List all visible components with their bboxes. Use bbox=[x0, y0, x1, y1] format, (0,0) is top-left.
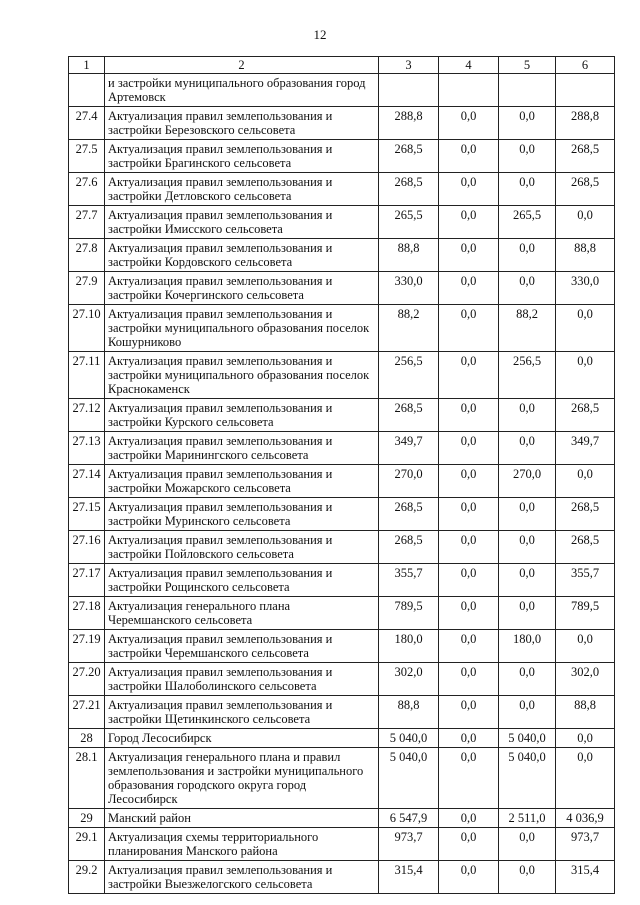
row-number: 27.18 bbox=[69, 597, 105, 630]
value-col-5: 0,0 bbox=[499, 432, 556, 465]
row-name: Актуализация правил землепользования и застройки Пойловского сельсовета bbox=[105, 531, 379, 564]
value-col-6 bbox=[556, 74, 615, 107]
column-header: 1 bbox=[69, 57, 105, 74]
value-col-4: 0,0 bbox=[439, 564, 499, 597]
row-number: 27.12 bbox=[69, 399, 105, 432]
row-name: Актуализация правил землепользования и застройки Маринингского сельсовета bbox=[105, 432, 379, 465]
table-row bbox=[69, 861, 615, 894]
table-row bbox=[69, 729, 615, 748]
row-number: 29 bbox=[69, 809, 105, 828]
row-number: 29.2 bbox=[69, 861, 105, 894]
table-row bbox=[69, 531, 615, 564]
column-header: 3 bbox=[379, 57, 439, 74]
value-col-5: 0,0 bbox=[499, 498, 556, 531]
value-col-3: 88,8 bbox=[379, 239, 439, 272]
value-col-3: 268,5 bbox=[379, 399, 439, 432]
value-col-5: 0,0 bbox=[499, 564, 556, 597]
table-row bbox=[69, 140, 615, 173]
value-col-3: 180,0 bbox=[379, 630, 439, 663]
table-row bbox=[69, 173, 615, 206]
row-number: 27.10 bbox=[69, 305, 105, 352]
page-number: 12 bbox=[313, 27, 327, 42]
value-col-3: 349,7 bbox=[379, 432, 439, 465]
value-col-4: 0,0 bbox=[439, 206, 499, 239]
value-col-3: 88,2 bbox=[379, 305, 439, 352]
value-col-6: 0,0 bbox=[556, 465, 615, 498]
value-col-3: 288,8 bbox=[379, 107, 439, 140]
row-number: 27.6 bbox=[69, 173, 105, 206]
value-col-3: 789,5 bbox=[379, 597, 439, 630]
row-name: Актуализация генерального плана и правил землепользования и застройки муниципального образования городского округа город Лесосибирск bbox=[105, 748, 379, 809]
table-row bbox=[69, 272, 615, 305]
value-col-6: 88,8 bbox=[556, 696, 615, 729]
value-col-5: 5 040,0 bbox=[499, 748, 556, 809]
value-col-3: 268,5 bbox=[379, 173, 439, 206]
table-row bbox=[69, 352, 615, 399]
value-col-4: 0,0 bbox=[439, 272, 499, 305]
value-col-6: 973,7 bbox=[556, 828, 615, 861]
table-row bbox=[69, 597, 615, 630]
value-col-4: 0,0 bbox=[439, 630, 499, 663]
value-col-6: 4 036,9 bbox=[556, 809, 615, 828]
column-header: 4 bbox=[439, 57, 499, 74]
value-col-4: 0,0 bbox=[439, 531, 499, 564]
row-name: и застройки муниципального образования город Артемовск bbox=[105, 74, 379, 107]
value-col-4: 0,0 bbox=[439, 140, 499, 173]
value-col-6: 0,0 bbox=[556, 352, 615, 399]
value-col-3: 302,0 bbox=[379, 663, 439, 696]
table-row bbox=[69, 465, 615, 498]
row-number: 27.4 bbox=[69, 107, 105, 140]
table-row bbox=[69, 696, 615, 729]
value-col-3: 265,5 bbox=[379, 206, 439, 239]
value-col-5: 0,0 bbox=[499, 399, 556, 432]
row-name: Актуализация правил землепользования и застройки Рощинского сельсовета bbox=[105, 564, 379, 597]
row-name: Актуализация правил землепользования и застройки муниципального образования поселок Краснокаменск bbox=[105, 352, 379, 399]
value-col-4 bbox=[439, 74, 499, 107]
row-number: 27.9 bbox=[69, 272, 105, 305]
value-col-3: 256,5 bbox=[379, 352, 439, 399]
row-name: Актуализация правил землепользования и застройки Щетинкинского сельсовета bbox=[105, 696, 379, 729]
row-number bbox=[69, 74, 105, 107]
column-header: 6 bbox=[556, 57, 615, 74]
row-number: 27.8 bbox=[69, 239, 105, 272]
value-col-4: 0,0 bbox=[439, 432, 499, 465]
row-name: Город Лесосибирск bbox=[105, 729, 379, 748]
table-row bbox=[69, 399, 615, 432]
row-number: 27.16 bbox=[69, 531, 105, 564]
table-row bbox=[69, 748, 615, 809]
value-col-6: 315,4 bbox=[556, 861, 615, 894]
value-col-5: 0,0 bbox=[499, 663, 556, 696]
value-col-4: 0,0 bbox=[439, 465, 499, 498]
value-col-3: 330,0 bbox=[379, 272, 439, 305]
value-col-3: 5 040,0 bbox=[379, 729, 439, 748]
value-col-4: 0,0 bbox=[439, 239, 499, 272]
table-row bbox=[69, 630, 615, 663]
value-col-5: 0,0 bbox=[499, 239, 556, 272]
row-name: Актуализация схемы территориального планирования Манского района bbox=[105, 828, 379, 861]
row-name: Манский район bbox=[105, 809, 379, 828]
value-col-3: 270,0 bbox=[379, 465, 439, 498]
row-name: Актуализация правил землепользования и застройки Имисского сельсовета bbox=[105, 206, 379, 239]
row-name: Актуализация правил землепользования и застройки Выезжелогского сельсовета bbox=[105, 861, 379, 894]
value-col-6: 789,5 bbox=[556, 597, 615, 630]
value-col-5: 265,5 bbox=[499, 206, 556, 239]
value-col-6: 268,5 bbox=[556, 531, 615, 564]
value-col-3: 268,5 bbox=[379, 531, 439, 564]
value-col-5: 0,0 bbox=[499, 828, 556, 861]
table-row bbox=[69, 498, 615, 531]
value-col-6: 0,0 bbox=[556, 206, 615, 239]
value-col-5: 0,0 bbox=[499, 531, 556, 564]
value-col-3: 6 547,9 bbox=[379, 809, 439, 828]
value-col-4: 0,0 bbox=[439, 729, 499, 748]
value-col-4: 0,0 bbox=[439, 107, 499, 140]
value-col-4: 0,0 bbox=[439, 352, 499, 399]
row-number: 27.17 bbox=[69, 564, 105, 597]
row-name: Актуализация правил землепользования и застройки муниципального образования поселок Кошурниково bbox=[105, 305, 379, 352]
table-row bbox=[69, 305, 615, 352]
value-col-4: 0,0 bbox=[439, 748, 499, 809]
value-col-3: 88,8 bbox=[379, 696, 439, 729]
budget-table bbox=[68, 56, 615, 894]
row-name: Актуализация правил землепользования и застройки Кордовского сельсовета bbox=[105, 239, 379, 272]
row-name: Актуализация правил землепользования и застройки Можарского сельсовета bbox=[105, 465, 379, 498]
row-number: 27.14 bbox=[69, 465, 105, 498]
value-col-3: 355,7 bbox=[379, 564, 439, 597]
table-row bbox=[69, 239, 615, 272]
value-col-6: 0,0 bbox=[556, 630, 615, 663]
row-name: Актуализация правил землепользования и застройки Шалоболинского сельсовета bbox=[105, 663, 379, 696]
value-col-6: 288,8 bbox=[556, 107, 615, 140]
table-row bbox=[69, 663, 615, 696]
value-col-5 bbox=[499, 74, 556, 107]
column-header: 5 bbox=[499, 57, 556, 74]
value-col-6: 330,0 bbox=[556, 272, 615, 305]
row-name: Актуализация правил землепользования и застройки Детловского сельсовета bbox=[105, 173, 379, 206]
value-col-6: 268,5 bbox=[556, 399, 615, 432]
row-name: Актуализация правил землепользования и застройки Кочергинского сельсовета bbox=[105, 272, 379, 305]
table-row bbox=[69, 107, 615, 140]
value-col-3: 268,5 bbox=[379, 140, 439, 173]
row-name: Актуализация правил землепользования и застройки Брагинского сельсовета bbox=[105, 140, 379, 173]
row-number: 27.7 bbox=[69, 206, 105, 239]
value-col-4: 0,0 bbox=[439, 498, 499, 531]
value-col-6: 349,7 bbox=[556, 432, 615, 465]
row-name: Актуализация правил землепользования и застройки Муринского сельсовета bbox=[105, 498, 379, 531]
value-col-5: 256,5 bbox=[499, 352, 556, 399]
row-name: Актуализация генерального плана Черемшанского сельсовета bbox=[105, 597, 379, 630]
row-number: 28.1 bbox=[69, 748, 105, 809]
value-col-5: 180,0 bbox=[499, 630, 556, 663]
value-col-4: 0,0 bbox=[439, 809, 499, 828]
value-col-4: 0,0 bbox=[439, 399, 499, 432]
value-col-6: 88,8 bbox=[556, 239, 615, 272]
value-col-4: 0,0 bbox=[439, 663, 499, 696]
value-col-6: 302,0 bbox=[556, 663, 615, 696]
table-row bbox=[69, 809, 615, 828]
value-col-5: 0,0 bbox=[499, 173, 556, 206]
value-col-6: 355,7 bbox=[556, 564, 615, 597]
table-header-row bbox=[69, 57, 615, 74]
value-col-5: 0,0 bbox=[499, 107, 556, 140]
row-name: Актуализация правил землепользования и застройки Черемшанского сельсовета bbox=[105, 630, 379, 663]
value-col-5: 0,0 bbox=[499, 272, 556, 305]
row-number: 29.1 bbox=[69, 828, 105, 861]
value-col-3: 973,7 bbox=[379, 828, 439, 861]
row-number: 27.19 bbox=[69, 630, 105, 663]
table-row bbox=[69, 828, 615, 861]
row-number: 28 bbox=[69, 729, 105, 748]
table-row bbox=[69, 206, 615, 239]
value-col-6: 268,5 bbox=[556, 173, 615, 206]
value-col-4: 0,0 bbox=[439, 597, 499, 630]
value-col-3 bbox=[379, 74, 439, 107]
value-col-6: 0,0 bbox=[556, 748, 615, 809]
value-col-4: 0,0 bbox=[439, 696, 499, 729]
row-number: 27.20 bbox=[69, 663, 105, 696]
value-col-5: 0,0 bbox=[499, 696, 556, 729]
value-col-5: 88,2 bbox=[499, 305, 556, 352]
value-col-6: 268,5 bbox=[556, 498, 615, 531]
value-col-4: 0,0 bbox=[439, 173, 499, 206]
value-col-5: 2 511,0 bbox=[499, 809, 556, 828]
value-col-3: 315,4 bbox=[379, 861, 439, 894]
table-row bbox=[69, 432, 615, 465]
value-col-4: 0,0 bbox=[439, 828, 499, 861]
value-col-5: 0,0 bbox=[499, 861, 556, 894]
value-col-6: 0,0 bbox=[556, 729, 615, 748]
row-number: 27.21 bbox=[69, 696, 105, 729]
table-row bbox=[69, 74, 615, 107]
value-col-5: 270,0 bbox=[499, 465, 556, 498]
row-number: 27.15 bbox=[69, 498, 105, 531]
value-col-5: 0,0 bbox=[499, 597, 556, 630]
value-col-5: 0,0 bbox=[499, 140, 556, 173]
row-number: 27.5 bbox=[69, 140, 105, 173]
row-number: 27.11 bbox=[69, 352, 105, 399]
value-col-6: 268,5 bbox=[556, 140, 615, 173]
table-row bbox=[69, 564, 615, 597]
row-name: Актуализация правил землепользования и застройки Березовского сельсовета bbox=[105, 107, 379, 140]
value-col-3: 268,5 bbox=[379, 498, 439, 531]
value-col-6: 0,0 bbox=[556, 305, 615, 352]
value-col-3: 5 040,0 bbox=[379, 748, 439, 809]
row-number: 27.13 bbox=[69, 432, 105, 465]
value-col-4: 0,0 bbox=[439, 861, 499, 894]
value-col-5: 5 040,0 bbox=[499, 729, 556, 748]
row-name: Актуализация правил землепользования и застройки Курского сельсовета bbox=[105, 399, 379, 432]
value-col-4: 0,0 bbox=[439, 305, 499, 352]
column-header: 2 bbox=[105, 57, 379, 74]
